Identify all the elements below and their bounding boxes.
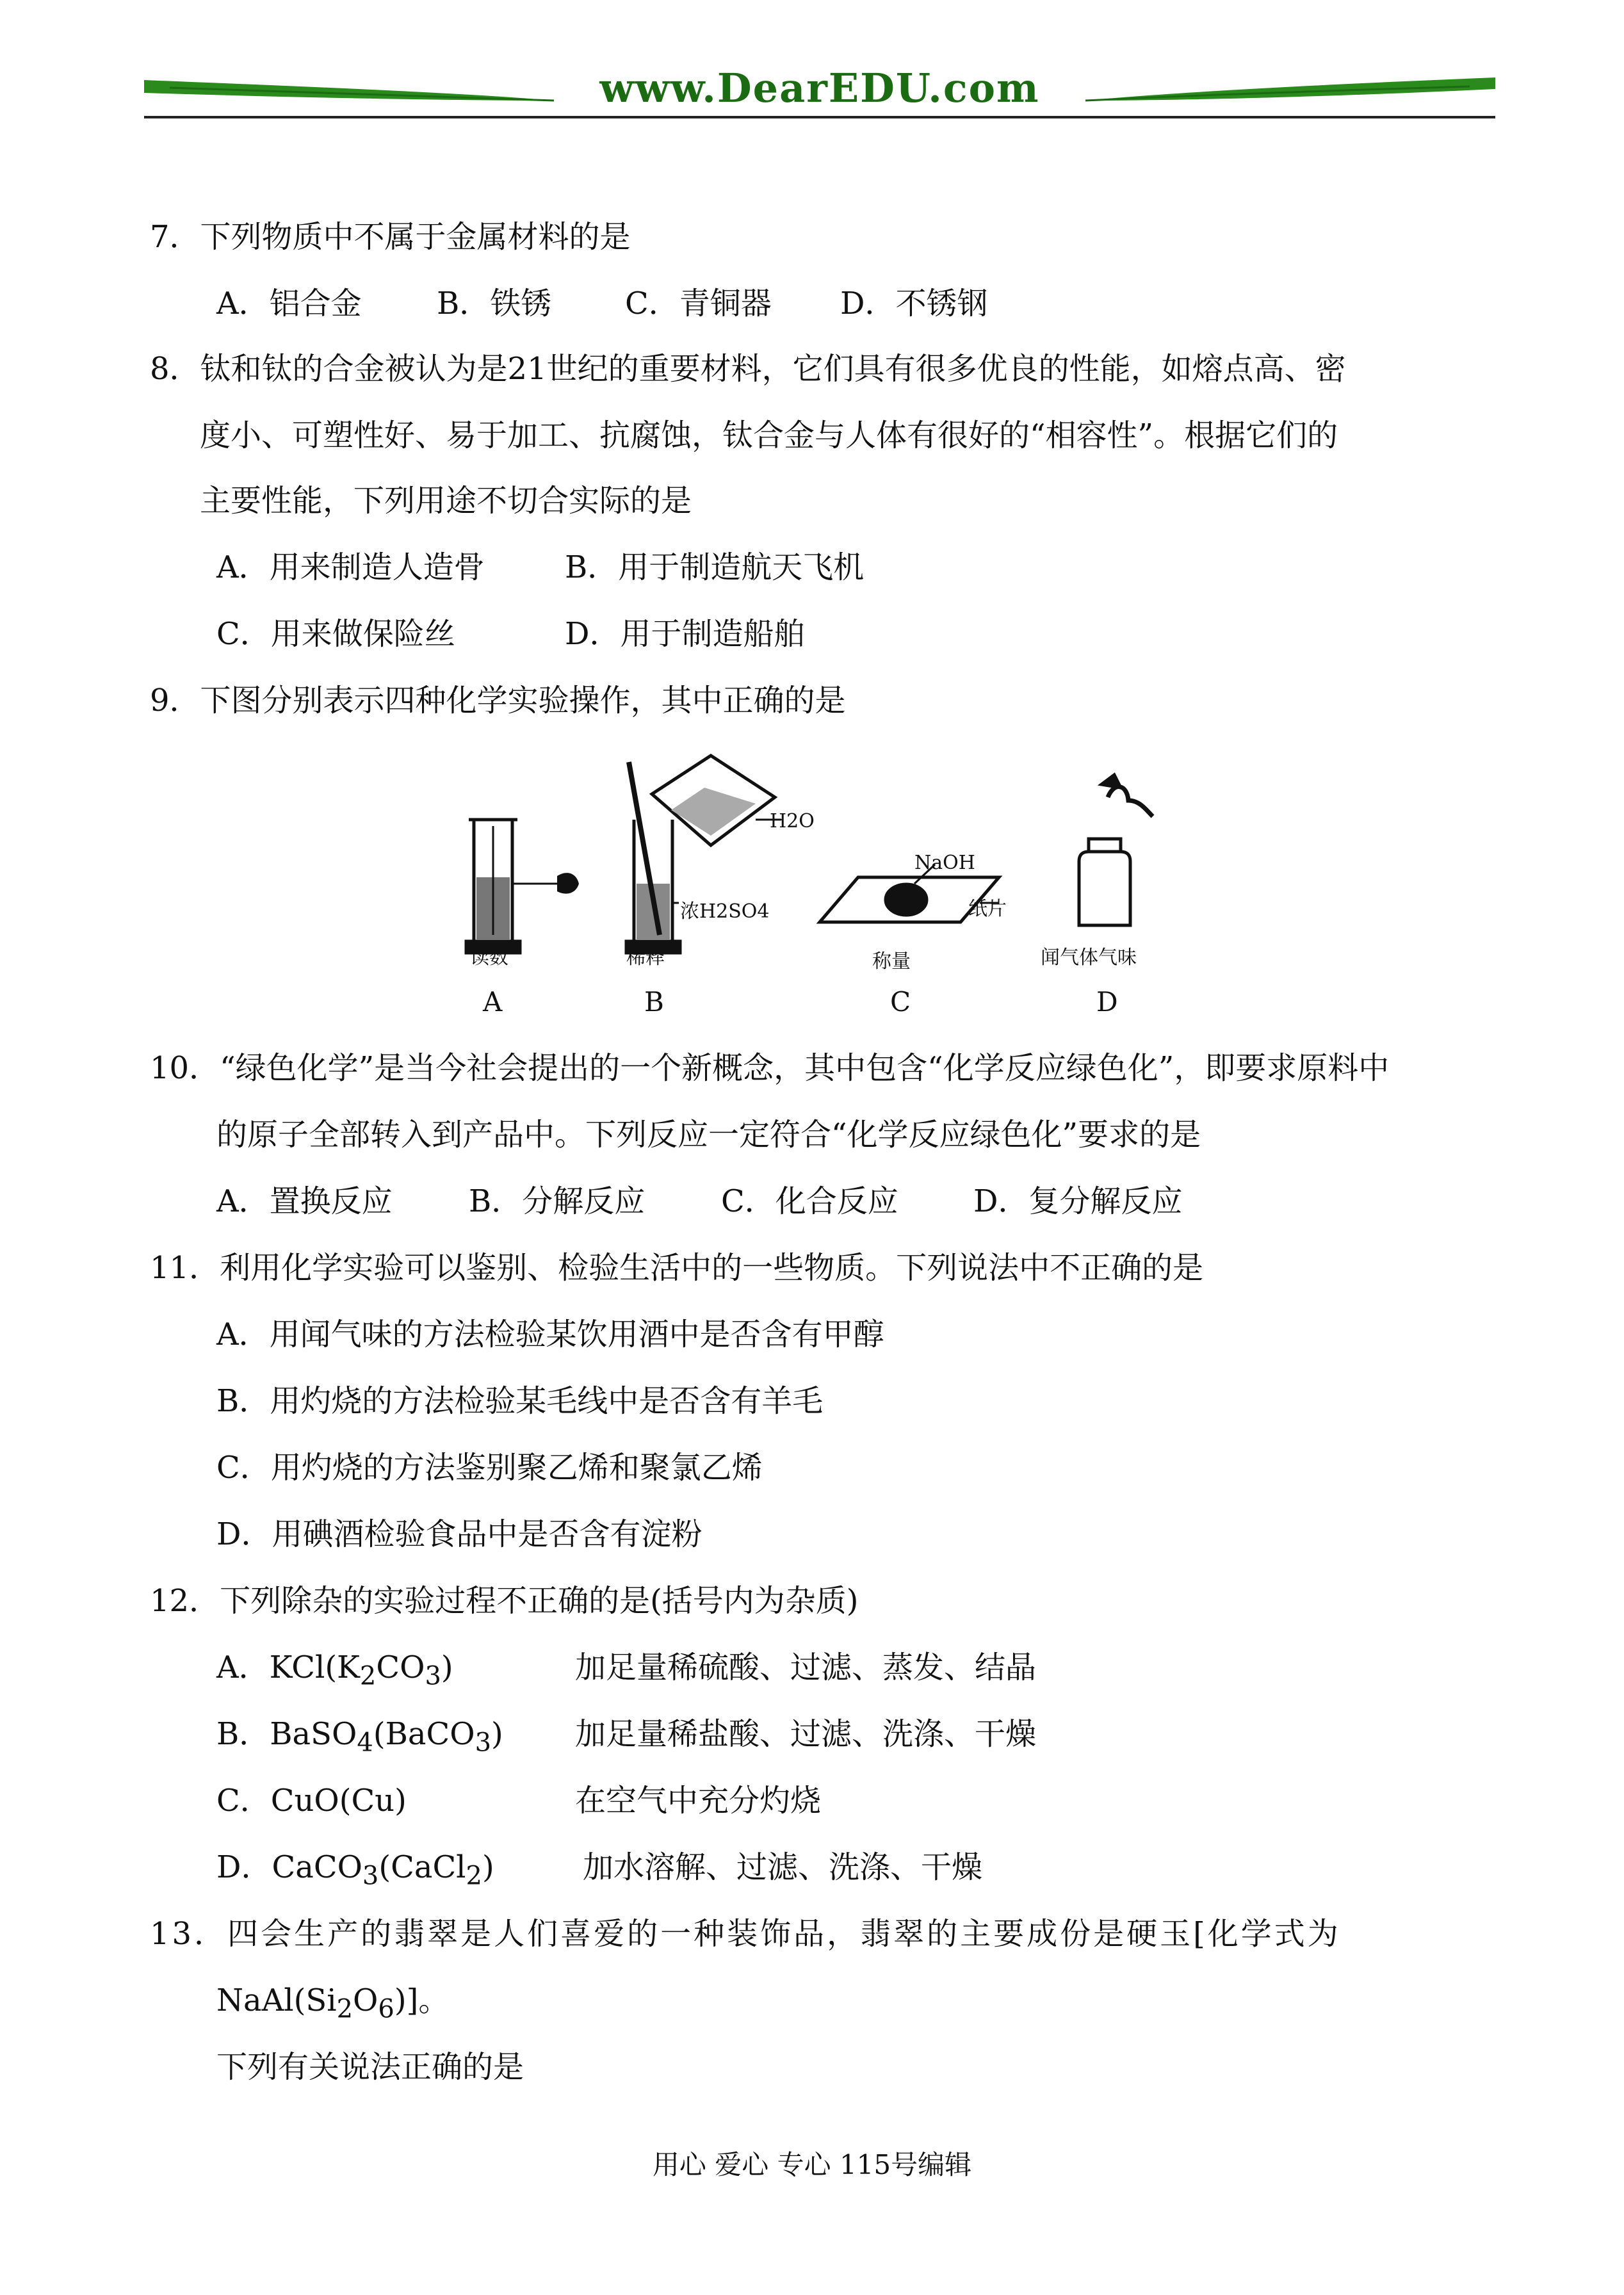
q12-c-label: C．	[216, 1783, 271, 1819]
q11-option-d: D．用碘酒检验食品中是否含有淀粉	[216, 1516, 702, 1552]
q13-formula-line	[216, 1981, 449, 2029]
caption-d: 闻气体气味	[1041, 946, 1137, 969]
eye-icon	[557, 873, 579, 893]
graduated-cylinder-a	[466, 820, 557, 953]
header-rule	[144, 116, 1495, 118]
q12-b-formula-2: 4	[357, 1728, 373, 1758]
q11-stem: 11．利用化学实验可以鉴别、检验生活中的一些物质。下列说法中不正确的是	[150, 1250, 1204, 1286]
label-h2so4: 浓H2SO4	[680, 900, 770, 923]
q12-a-formula-1: KCl(K	[269, 1650, 360, 1685]
letter-a: A	[483, 986, 503, 1018]
q12-a-formula-4: 3	[425, 1661, 441, 1691]
q12-d-formula-2: 3	[362, 1861, 379, 1891]
label-h2o: H2O	[770, 810, 815, 832]
q12-option-c	[216, 1781, 407, 1820]
q11-option-a: A．用闻气味的方法检验某饮用酒中是否含有甲醇	[216, 1317, 884, 1352]
q8-line-2: 度小、可塑性好、易于加工、抗腐蚀，钛合金与人体有很好的“相容性”。根据它们的	[200, 418, 1338, 453]
lab-operations-figure	[448, 749, 1230, 1031]
q10-option-b: B．分解反应	[469, 1183, 646, 1219]
q11-option-c: C．用灼烧的方法鉴别聚乙烯和聚氯乙烯	[216, 1450, 763, 1486]
q13-formula-3: O	[353, 1983, 378, 2018]
q12-option-b	[216, 1715, 503, 1762]
q13-formula-4: 6	[378, 1994, 394, 2024]
q7-option-a: A．铝合金	[216, 286, 362, 321]
q12-a-label: A．	[216, 1650, 270, 1685]
q12-d-formula-4: 2	[466, 1861, 482, 1891]
label-naoh: NaOH	[914, 852, 975, 874]
caption-c: 称量	[872, 950, 911, 973]
q10-option-d: D．复分解反应	[973, 1183, 1183, 1219]
q12-b-method: 加足量稀盐酸、过滤、洗涤、干燥	[575, 1716, 1037, 1752]
q8-line-3: 主要性能，下列用途不切合实际的是	[200, 483, 692, 519]
q7-stem: 7．下列物质中不属于金属材料的是	[150, 219, 631, 255]
q12-a-formula-2: 2	[359, 1661, 377, 1691]
q9-stem: 9．下图分别表示四种化学实验操作，其中正确的是	[150, 683, 846, 718]
caption-b: 稀释	[626, 946, 665, 969]
q13-formula-1: NaAl(Si	[216, 1983, 337, 2018]
q12-d-label: D．	[216, 1849, 272, 1885]
q8-option-c: C．用来做保险丝	[216, 616, 455, 652]
q10-line-1: 10．“绿色化学”是当今社会提出的一个新概念，其中包含“化学反应绿色化”，即要求原料中	[150, 1050, 1390, 1086]
q10-line-2: 的原子全部转入到产品中。下列反应一定符合“化学反应绿色化”要求的是	[216, 1117, 1201, 1153]
q12-option-d	[216, 1848, 494, 1895]
page-footer: 用心 爱心 专心 115号编辑	[652, 2149, 972, 2180]
q7-option-c: C．青铜器	[625, 286, 772, 321]
gas-bottle-d	[1079, 775, 1153, 925]
q12-c-method: 在空气中充分灼烧	[575, 1783, 822, 1819]
q8-option-b: B．用于制造航天飞机	[565, 549, 865, 585]
q8-line-1: 8．钛和钛的合金被认为是21世纪的重要材料，它们具有很多优良的性能，如熔点高、密	[150, 351, 1346, 387]
q8-option-a: A．用来制造人造骨	[216, 549, 485, 585]
letter-c: C	[890, 986, 911, 1018]
page-header	[144, 61, 1495, 125]
q13-formula-5: )]。	[394, 1983, 450, 2018]
q12-b-formula-1: BaSO	[270, 1716, 357, 1752]
letter-d: D	[1096, 986, 1118, 1018]
q8-option-d: D．用于制造船舶	[565, 616, 805, 652]
q11-option-b: B．用灼烧的方法检验某毛线中是否含有羊毛	[216, 1383, 824, 1419]
q12-d-formula-1: CaCO	[272, 1849, 362, 1885]
q12-stem: 12．下列除杂的实验过程不正确的是(括号内为杂质)	[150, 1583, 859, 1619]
q12-d-method: 加水溶解、过滤、洗涤、干燥	[583, 1849, 983, 1885]
q10-option-a: A．置换反应	[216, 1183, 393, 1219]
q12-a-formula-3: CO	[376, 1650, 425, 1685]
site-title: www.DearEDU.com	[599, 65, 1040, 111]
q7-option-d: D．不锈钢	[840, 286, 988, 321]
q12-option-a	[216, 1648, 453, 1696]
label-paper: 纸片	[968, 898, 1007, 920]
q12-b-label: B．	[216, 1716, 270, 1752]
q12-d-formula-5: )	[482, 1849, 494, 1885]
q7-option-b: B．铁锈	[437, 286, 552, 321]
q12-b-formula-3: (BaCO	[373, 1716, 475, 1752]
q12-c-formula-1: CuO(Cu)	[270, 1783, 407, 1819]
letter-b: B	[644, 986, 664, 1018]
q12-b-formula-5: )	[491, 1716, 503, 1752]
q12-a-formula-5: )	[441, 1650, 453, 1685]
q12-d-formula-3: (CaCl	[378, 1849, 466, 1885]
caption-a: 读数	[470, 946, 508, 969]
q12-a-method: 加足量稀硫酸、过滤、蒸发、结晶	[575, 1650, 1037, 1685]
q13-line-3: 下列有关说法正确的是	[216, 2049, 524, 2085]
q12-b-formula-4: 3	[475, 1728, 492, 1758]
q13-line-1: 13．四会生产的翡翠是人们喜爱的一种装饰品，翡翠的主要成份是硬玉[化学式为	[150, 1916, 1341, 1952]
q10-option-c: C．化合反应	[721, 1183, 898, 1219]
q13-formula-2: 2	[336, 1994, 353, 2024]
